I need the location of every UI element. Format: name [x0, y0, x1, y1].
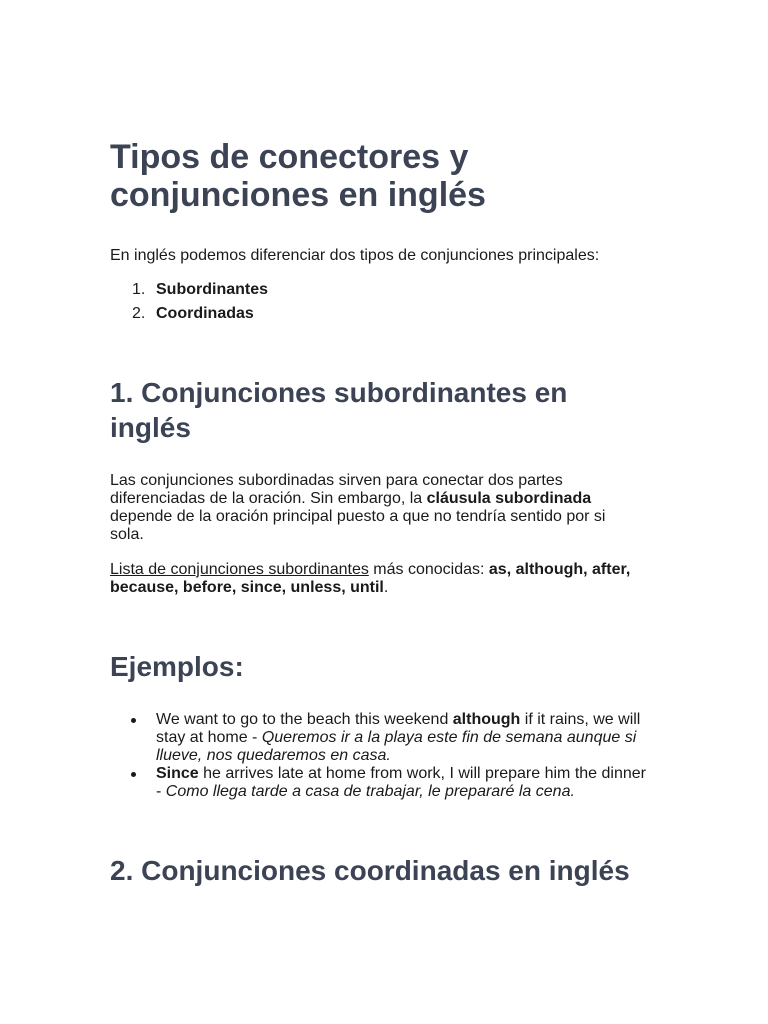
list-item: We want to go to the beach this weekend although if it rains, we will stay at home - Queremos ir a la playa este fin de semana aunque si llueve, nos quedaremos en casa.	[110, 711, 646, 765]
bullet-icon	[131, 772, 136, 777]
bullet-icon	[131, 718, 136, 723]
list-item: Since he arrives late at home from work, I will prepare him the dinner - Como llega tarde a casa de trabajar, le prepararé la cena.	[110, 765, 646, 801]
section2-heading: 2. Conjunciones coordinadas en inglés	[110, 855, 630, 886]
types-list	[110, 278, 610, 326]
intro-paragraph: En inglés podemos diferenciar dos tipos de conjunciones principales:	[110, 247, 600, 264]
list-item: 1. Subordinantes	[132, 281, 269, 298]
section1-heading: 1. Conjunciones subordinantes en inglés	[110, 377, 568, 443]
page-title: Tipos de conectores y conjunciones en inglés	[110, 138, 486, 214]
examples-heading: Ejemplos:	[110, 651, 244, 682]
examples-list	[110, 711, 646, 801]
section1-paragraph: Las conjunciones subordinadas sirven para conectar dos partes diferenciadas de la oración. Sin embargo, la cláusula subordinada depende de la oración principal puesto a que no tendría sentido por si sola.	[110, 472, 606, 543]
subordinate-list-link[interactable]: Lista de conjunciones subordinantes	[110, 561, 369, 578]
subordinate-list-paragraph: Lista de conjunciones subordinantes más conocidas: as, although, after, because, before, since, unless, until.	[110, 561, 631, 596]
list-item: 2. Coordinadas	[132, 305, 254, 322]
